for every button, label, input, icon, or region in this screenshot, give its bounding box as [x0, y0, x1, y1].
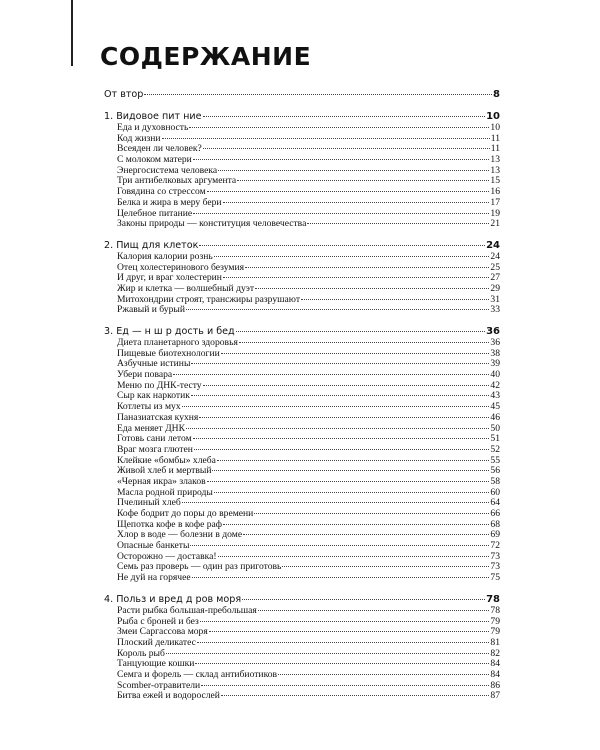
toc-entry-title: Готовь сани летом: [117, 433, 192, 445]
toc-entry-title: Живой хлеб и мертвый: [117, 465, 212, 477]
toc-entry-page: 51: [490, 433, 500, 445]
toc-entry-page: 43: [490, 390, 500, 402]
toc-entry-title: Еда и духовность: [117, 122, 189, 133]
toc-section[interactable]: [104, 239, 500, 252]
toc-entry-page: 58: [490, 475, 500, 487]
toc-entry-page: 27: [490, 272, 500, 284]
toc-entry[interactable]: [104, 123, 500, 134]
dot-leader: [255, 288, 489, 289]
toc-entry-page: 79: [490, 626, 500, 638]
dot-leader: [144, 94, 492, 95]
toc-entry-title: Всеяден ли человек?: [117, 143, 202, 155]
toc-entry[interactable]: [104, 305, 500, 316]
dot-leader: [203, 116, 486, 117]
toc-entry-title: Митохондрии строят, трансжиры разрушают: [117, 293, 301, 305]
dot-leader: [218, 556, 490, 557]
toc-entry-title: Не дуй на горячее: [117, 572, 191, 584]
dot-leader: [182, 406, 490, 407]
toc-entry-page: 75: [490, 572, 500, 584]
section-gap: [104, 584, 500, 593]
dot-leader: [207, 481, 490, 482]
toc-entry-title: Калория калории рознь: [117, 250, 213, 262]
dot-leader: [189, 127, 489, 128]
toc-entry-page: 68: [490, 518, 500, 530]
dot-leader: [223, 524, 489, 525]
dot-leader: [278, 674, 489, 675]
toc-entry-page: 87: [490, 690, 500, 702]
dot-leader: [195, 663, 489, 664]
toc-entry-page: 10: [490, 122, 500, 133]
toc-entry-page: 29: [490, 282, 500, 294]
table-of-contents: [104, 88, 500, 702]
toc-entry[interactable]: [104, 445, 500, 456]
dot-leader: [199, 417, 489, 418]
dot-leader: [191, 395, 490, 396]
toc-entry-page: 17: [490, 196, 500, 208]
toc-entry-page: 36: [490, 337, 500, 348]
toc-entry-page: 46: [490, 411, 500, 423]
toc-entry-title: Меню по ДНК-тесту: [117, 379, 202, 391]
dot-leader: [243, 534, 489, 535]
toc-entry-title: Ржавый и бурый: [117, 304, 185, 316]
toc-entry-title: Отец холестеринового безумия: [117, 261, 245, 273]
dot-leader: [258, 610, 490, 611]
toc-entry-page: 73: [490, 550, 500, 562]
toc-entry-page: 60: [490, 486, 500, 498]
toc-entry-title: Код жизни: [117, 132, 161, 144]
toc-entry-title: Танцующие кошки: [117, 658, 195, 670]
toc-entry-page: 25: [490, 261, 500, 273]
toc-entry-page: 79: [490, 615, 500, 627]
dot-leader: [200, 621, 490, 622]
toc-section-title: От втор: [104, 89, 144, 100]
toc-entry-title: Расти рыбка большая-пребольшая: [117, 604, 257, 616]
toc-section-title: 2. Пищ для клеток: [104, 239, 199, 251]
dot-leader: [218, 170, 489, 171]
toc-entry-page: 39: [490, 358, 500, 370]
toc-entry-page: 11: [490, 143, 500, 155]
page-title: СОДЕРЖАНИЕ: [100, 42, 312, 71]
dot-leader: [193, 438, 490, 439]
dot-leader: [197, 642, 490, 643]
toc-section-page: 10: [486, 111, 500, 122]
toc-entry-title: Осторожно — доставка!: [117, 550, 217, 562]
toc-entry-page: 78: [490, 604, 500, 616]
dot-leader: [209, 631, 490, 632]
toc-entry-page: 84: [490, 658, 500, 670]
toc-entry-page: 21: [490, 218, 500, 230]
dot-leader: [186, 428, 489, 429]
toc-entry-page: 13: [490, 164, 500, 176]
toc-entry-title: Пищевые биотехнологии: [117, 347, 220, 359]
dot-leader: [199, 245, 485, 246]
dot-leader: [162, 138, 490, 139]
toc-entry-page: 52: [490, 443, 500, 455]
toc-entry-title: Целебное питание: [117, 207, 193, 219]
toc-entry-title: Сыр как наркотик: [117, 390, 190, 402]
toc-entry[interactable]: [104, 198, 500, 209]
dot-leader: [239, 342, 490, 343]
dot-leader: [212, 470, 489, 471]
section-gap: [104, 101, 500, 110]
toc-entry-page: 69: [490, 529, 500, 541]
toc-section-page: 78: [486, 593, 500, 605]
toc-entry-title: Семга и форель — склад антибиотиков: [117, 668, 278, 680]
dot-leader: [214, 256, 490, 257]
dot-leader: [207, 191, 490, 192]
toc-section-title: 1. Видовое пит ние: [104, 111, 202, 122]
toc-entry-title: Диета планетарного здоровья: [117, 337, 238, 348]
toc-entry-page: 11: [490, 132, 500, 144]
toc-entry-title: Клейкие «бомбы» хлеба: [117, 454, 216, 466]
dot-leader: [254, 513, 489, 514]
toc-entry-page: 84: [490, 668, 500, 680]
dot-leader: [237, 180, 489, 181]
toc-entry-title: Рыба с броней и без: [117, 615, 199, 627]
toc-entry-title: Белка и жира в меру бери: [117, 196, 222, 208]
toc-entry[interactable]: [104, 252, 500, 263]
toc-entry-title: Жир и клетка — волшебный дуэт: [117, 282, 255, 294]
toc-entry-page: 42: [490, 379, 500, 391]
dot-leader: [221, 695, 489, 696]
toc-entry-title: Котлеты из мух: [117, 401, 181, 413]
dot-leader: [201, 685, 489, 686]
toc-entry-page: 72: [490, 540, 500, 552]
toc-entry-title: Щепотка кофе в кофе раф: [117, 518, 222, 530]
toc-entry-title: Азбучные истины: [117, 358, 191, 370]
toc-section-page: 36: [486, 326, 500, 337]
toc-entry-title: Опасные банкеты: [117, 540, 190, 552]
dot-leader: [221, 353, 490, 354]
toc-section[interactable]: [104, 88, 500, 101]
dot-leader: [166, 653, 490, 654]
toc-entry-page: 56: [490, 465, 500, 477]
toc-entry-page: 64: [490, 497, 500, 509]
dot-leader: [214, 492, 490, 493]
dot-leader: [186, 309, 489, 310]
toc-entry-title: Пчелиный хлеб: [117, 497, 181, 509]
dot-leader: [203, 385, 490, 386]
toc-entry-page: 24: [490, 250, 500, 262]
toc-entry-page: 45: [490, 401, 500, 413]
dot-leader: [192, 577, 490, 578]
toc-entry-title: Scomber-отравители: [117, 679, 201, 691]
toc-entry-title: Враг мозга глютен: [117, 443, 193, 455]
toc-entry[interactable]: [104, 413, 500, 424]
toc-section-title: 3. Ед — н ш р дость и бед: [104, 326, 235, 337]
toc-entry-page: 86: [490, 679, 500, 691]
dot-leader: [236, 331, 485, 332]
dot-leader: [191, 363, 489, 364]
dot-leader: [223, 277, 489, 278]
dot-leader: [193, 159, 490, 160]
toc-entry-title: Убери повара: [117, 369, 173, 381]
dot-leader: [282, 566, 489, 567]
toc-section-page: 8: [493, 89, 500, 100]
toc-entry-title: Хлор в воде — болезни в доме: [117, 529, 243, 541]
toc-entry-title: Энергосистема человека: [117, 164, 218, 176]
toc-entry[interactable]: [104, 638, 500, 649]
toc-section[interactable]: [104, 593, 500, 606]
toc-entry-title: Говядина со стрессом: [117, 186, 206, 198]
toc-entry-title: Битва ежей и водорослей: [117, 690, 220, 702]
toc-entry-page: 50: [490, 422, 500, 434]
dot-leader: [307, 223, 489, 224]
toc-entry-page: 40: [490, 369, 500, 381]
toc-entry-title: Плоский деликатес: [117, 636, 196, 648]
toc-entry-title: Три антибелковых аргумента: [117, 175, 237, 187]
toc-entry-page: 33: [490, 304, 500, 316]
toc-entry-title: Законы природы — конституция человечества: [117, 218, 307, 230]
toc-entry-page: 82: [490, 647, 500, 659]
dot-leader: [301, 299, 489, 300]
toc-entry-title: Масла родной природы: [117, 486, 213, 498]
toc-entry-title: Король рыб: [117, 647, 165, 659]
toc-entry[interactable]: [104, 691, 500, 702]
toc-entry-title: Паназиатская кухня: [117, 411, 199, 423]
dot-leader: [190, 545, 489, 546]
toc-entry-page: 73: [490, 561, 500, 573]
toc-entry[interactable]: [104, 573, 500, 584]
toc-entry-page: 66: [490, 508, 500, 519]
toc-entry-page: 81: [490, 636, 500, 648]
toc-entry-title: С молоком матери: [117, 154, 192, 166]
dot-leader: [203, 148, 490, 149]
margin-line: [71, 0, 73, 66]
toc-entry[interactable]: [104, 606, 500, 617]
toc-entry-page: 55: [490, 454, 500, 466]
toc-entry-page: 31: [490, 293, 500, 305]
dot-leader: [182, 502, 490, 503]
dot-leader: [245, 267, 489, 268]
toc-entry-page: 16: [490, 186, 500, 198]
toc-entry-title: И друг, и враг холестерин: [117, 272, 222, 284]
toc-entry-title: «Черная икра» злаков: [117, 475, 206, 487]
section-gap: [104, 316, 500, 325]
toc-entry-title: Еда меняет ДНК: [117, 422, 185, 434]
toc-entry-page: 19: [490, 207, 500, 219]
dot-leader: [193, 213, 489, 214]
toc-entry-title: Кофе бодрит до поры до времени: [117, 508, 254, 519]
toc-entry-page: 13: [490, 154, 500, 166]
dot-leader: [242, 599, 485, 600]
section-gap: [104, 230, 500, 239]
toc-section-page: 24: [486, 239, 500, 251]
toc-entry-page: 38: [490, 347, 500, 359]
dot-leader: [217, 460, 490, 461]
toc-entry-title: Змеи Саргассова моря: [117, 626, 208, 638]
toc-entry-title: Семь раз проверь — один раз приготовь: [117, 561, 282, 573]
toc-entry-page: 15: [490, 175, 500, 187]
dot-leader: [173, 374, 489, 375]
toc-section-title: 4. Польз и вред д ров моря: [104, 593, 242, 605]
toc-entry[interactable]: [104, 219, 500, 230]
dot-leader: [194, 449, 490, 450]
dot-leader: [223, 202, 490, 203]
